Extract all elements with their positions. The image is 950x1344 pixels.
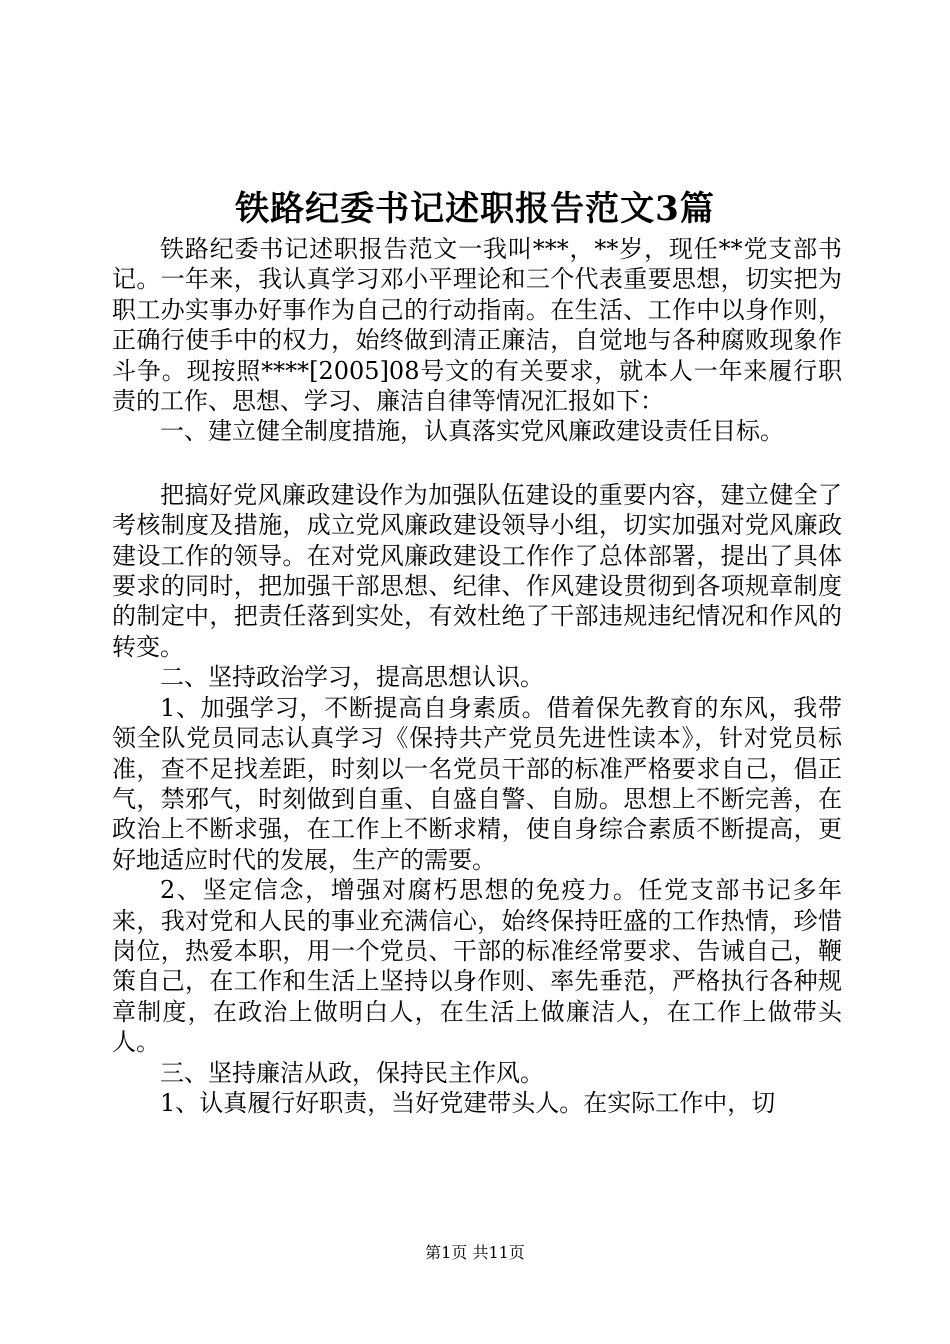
paragraph-item-2-1: 1、加强学习，不断提高自身素质。借着保先教育的东风，我带领全队党员同志认真学习《保持共产党员先进性读本》，针对党员标准，查不足找差距，时刻以一名党员干部的标准严格要求自己，倡正气，禁邪气，时刻做到自重、自盛自警、自励。思想上不断完善，在政治上不断求强，在工作上不断求精，使自身综合素质不断提高，更好地适应时代的发展，生产的需要。 [112,693,842,874]
document-title: 铁路纪委书记述职报告范文3篇 [235,189,715,229]
section-heading-2: 二、坚持政治学习，提高思想认识。 [160,663,544,692]
paragraph-section-1: 把搞好党风廉政建设作为加强队伍建设的重要内容，建立健全了考核制度及措施，成立党风廉政建设领导小组，切实加强对党风廉政建设工作的领导。在对党风廉政建设工作作了总体部署，提出了具体要求的同时，把加强干部思想、纪律、作风建设贯彻到各项规章制度的制定中，把责任落到实处，有效杜绝了干部违规违纪情况和作风的转变。 [112,480,842,661]
paragraph-spacer [112,447,842,480]
section-heading-1: 一、建立健全制度措施，认真落实党风廉政建设责任目标。 [160,417,784,446]
paragraph-item-2-2: 2、坚定信念，增强对腐朽思想的免疫力。任党支部书记多年来，我对党和人民的事业充满信心，始终保持旺盛的工作热情，珍惜岗位，热爱本职，用一个党员、干部的标准经常要求、告诫自己，鞭策自己，在工作和生活上坚持以身作则、率先垂范，严格执行各种规章制度，在政治上做明白人，在生活上做廉洁人，在工作上做带头人。 [112,876,842,1057]
page-number-footer: 第1页 共11页 [425,1243,525,1262]
section-heading-3: 三、坚持廉洁从政，保持民主作风。 [160,1058,544,1087]
paragraph-item-3-1: 1、认真履行好职责，当好党建带头人。在实际工作中，切 [160,1088,776,1117]
document-body [112,234,842,1118]
paragraph-intro: 铁路纪委书记述职报告范文一我叫***，**岁，现任**党支部书记。一年来，我认真学习邓小平理论和三个代表重要思想，切实把为职工办实事办好事作为自己的行动指南。在生活、工作中以身作则，正确行使手中的权力，始终做到清正廉洁，自觉地与各种腐败现象作斗争。现按照****[2005]08号文的有关要求，就本人一年来履行职责的工作、思想、学习、廉洁自律等情况汇报如下： [112,235,842,416]
